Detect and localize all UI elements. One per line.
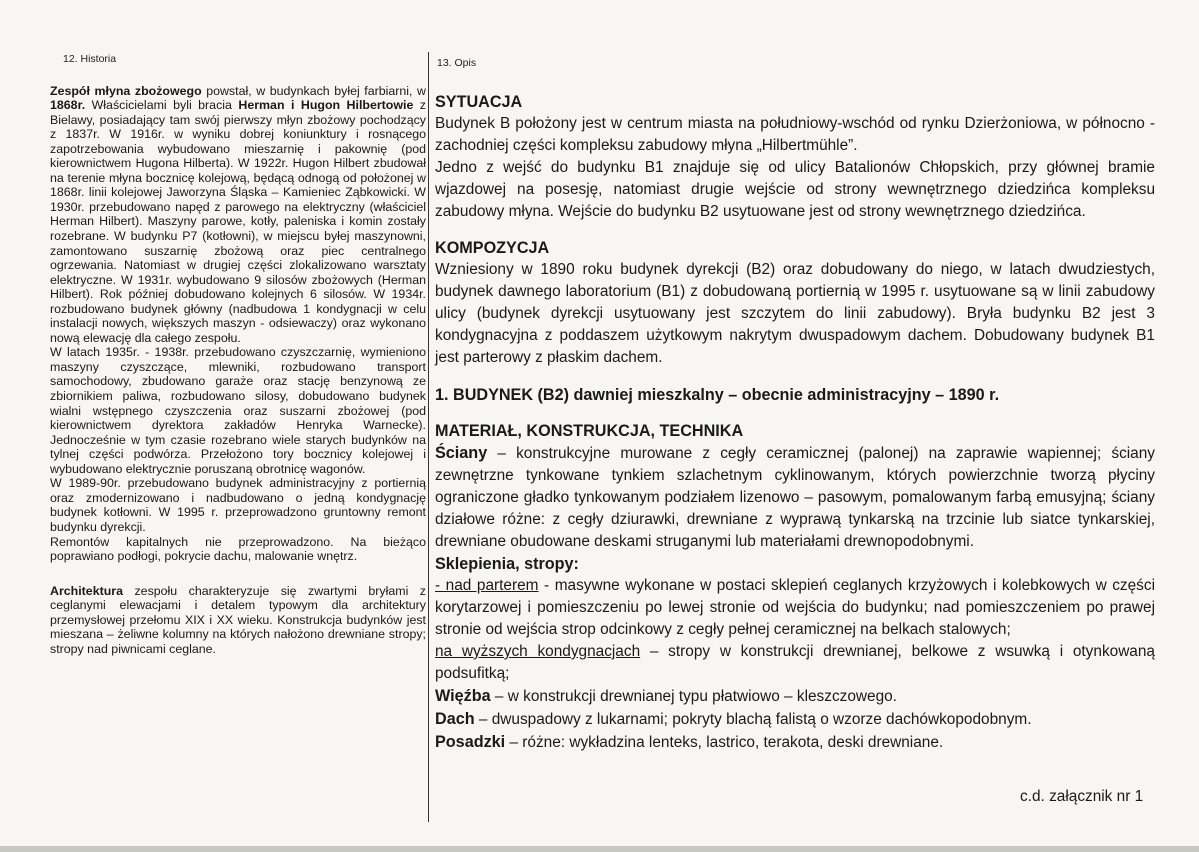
historia-paragraph-3: W 1989-90r. przebudowano budynek administracyjny z portiernią oraz zmodernizowano i nadbudowano o jedną kondygnację budynek kotłowni. W 1995 r. przeprowadzono gruntowny remont budynku dyrekcji. [50, 476, 426, 534]
column-divider [428, 52, 429, 822]
historia-p1-bold-1: Zespół młyna zbożowego [50, 83, 202, 98]
architektura-paragraph [50, 584, 426, 657]
historia-paragraph-1 [50, 84, 426, 346]
architektura-label: Architektura [50, 583, 123, 598]
nad-parterem-label: - nad parterem [435, 576, 539, 594]
sklepienia-heading: Sklepienia, stropy: [435, 554, 579, 573]
kompozycja-paragraph: Wzniesiony w 1890 roku budynek dyrekcji (B2) oraz dobudowany do niego, w latach dwudziestych, budynek dawnego laboratorium (B1) z dobudowaną portiernią w 1995 r. usytuowane są w linii zabudowy ulicy (budynek dyrekcji usytuowany jest szczytem do linii zabudowy). Bryła budynku B2 jest 3 kondygnacyjna z poddaszem użytkowym nakrytym dwuspadowym dachem. Dobudowany budynek B1 jest parterowy z płaskim dachem. [435, 261, 1155, 367]
wyzsze-kondygnacje-paragraph [435, 641, 1155, 685]
sytuacja-paragraph-2: Jedno z wejść do budynku B1 znajduje się od ulicy Batalionów Chłopskich, przy głównej bramie wjazdowej na posesję, natomiast drugie wejście od strony wewnętrznego dziedzińca kompleksu zabudowy młyna. Wejście do budynku B2 usytuowane jest od strony wewnętrznego dziedzińca. [435, 159, 1155, 221]
budynek-heading: 1. BUDYNEK (B2) dawniej mieszkalny – obecnie administracyjny – 1890 r. [435, 385, 1000, 404]
architektura-text: zespołu charakteryzuje się zwartymi bryłami z ceglanymi elewacjami i detalem typowym dla architektury przemysłowej przełomu XIX i XX wieku. Konstrukcja budynków jest mieszana – żeliwne kolumny na których nałożono drewniane stropy; stropy nad piwnicami ceglane. [50, 583, 426, 656]
historia-header: 12. Historia [63, 53, 117, 65]
wiezba-paragraph [435, 685, 1155, 708]
material-heading: MATERIAŁ, KONSTRUKCJA, TECHNIKA [435, 421, 744, 440]
dach-paragraph [435, 708, 1155, 731]
nad-parterem-paragraph [435, 575, 1155, 641]
wiezba-text: – w konstrukcji drewnianej typu płatwiowo – kleszczowego. [490, 688, 897, 706]
wyzsze-kondygnacje-label: na wyższych kondygnacjach [435, 642, 641, 660]
dach-label: Dach [435, 710, 475, 729]
continuation-note: c.d. załącznik nr 1 [1020, 788, 1144, 805]
nad-parterem-text: - masywne wykonane w postaci sklepień ceglanych krzyżowych i kolebkowych w części korytarzowej i pomieszczeniu po lewej stronie od wejścia do budynku; nad pomieszczeniem po prawej stronie od wejścia strop odcinkowy z cegły pełnej ceramicznej na belkach stalowych; [435, 576, 1155, 638]
posadzki-text: – różne: wykładzina lenteks, lastrico, terakota, deski drewniane. [505, 734, 944, 752]
historia-p1-text-2: Właścicielami byli bracia [85, 98, 239, 113]
kompozycja-heading: KOMPOZYCJA [435, 239, 550, 258]
sciany-paragraph [435, 442, 1155, 553]
historia-column [50, 52, 426, 656]
historia-paragraph-2: W latach 1935r. - 1938r. przebudowano czyszczarnię, wymieniono maszyny czyszczące, mlewniki, rozbudowano transport samochodowy, zbudowano garaże oraz stację benzynową ze zbiornikiem paliwa, rozbudowano silosy, dobudowano budynek wialni wstępnego czyszczenia oraz suszarni zbożowej (pod kierownictwem dyrektora zakładów Henryka Warnecke). Jednocześnie w tym czasie rozebrano wiele starych budynków na tylnej części podwórza. Przełożono tory bocznicy kolejowej i wybudowano elektrycznie poruszaną obrotnicę wagonów. [50, 345, 426, 476]
sytuacja-heading: SYTUACJA [435, 93, 523, 112]
historia-p1-text-3: z Bielawy, posiadający tam swój pierwszy młyn zbożowy pochodzący z 1837r. W 1916r. w wyniku dobrej koniunktury i rosnącego zapotrzebowania wybudowano mieszarnię i pakownię (pod kierownictwem Hugona Hilberta). W 1922r. Hugon Hilbert zbudował na terenie młyna bocznicę kolejową, będącą odnogą od położonej w 1868r. linii kolejowej Jaworzyna Śląska – Kamieniec Ząbkowicki. W 1930r. przebudowano napęd z parowego na elektryczny (właściciel Herman Hilbert). Maszyny parowe, kotły, paleniska i komin zostały rozebrane. W budynku P7 (kotłowni), w miejscu byłej maszynowni, zamontowano suszarnię zbożową oraz piec centralnego ogrzewania. Natomiast w drugiej części zlokalizowano warsztaty elektryczne. W 1931r. wybudowano 9 silosów zbożowych (Herman Hilbert). Rok później dobudowano kolejnych 6 silosów. W 1934r. rozbudowano budynek główny (nadbudowa 1 kondygnacji w celu instalacji nowych, większych maszyn - odsiewaczy) oraz wykonano nową elewację dla całego zespołu. [50, 98, 426, 345]
posadzki-paragraph [435, 731, 1155, 754]
sciany-text: – konstrukcyjne murowane z cegły ceramicznej (palonej) na zaprawie wapiennej; ściany zewnętrzne tynkowane tynkiem szlachetnym cyklinowanym, których powierzchnie tworzą płyciny ograniczone gładko tynkowanym podziałem lizenowo – pasowym, pomalowanym farbą emusyjną; ściany działowe różne: z cegły dziurawki, drewniane z wyprawą tynkarską na trzcinie lub siatce tynkarskiej, drewniane obudowane deskami struganymi lub materiałami drewnopodobnymi. [435, 444, 1155, 550]
wiezba-label: Więźba [435, 687, 491, 706]
sciany-label: Ściany [435, 443, 488, 462]
posadzki-label: Posadzki [435, 733, 506, 752]
historia-p1-bold-3: Herman i Hugon Hilbertowie [238, 98, 414, 113]
historia-p1-bold-2: 1868r. [50, 98, 86, 113]
dach-text: – dwuspadowy z lukarnami; pokryty blachą falistą o wzorze dachówkopodobnym. [474, 711, 1032, 729]
scan-bottom-edge [0, 846, 1199, 852]
opis-header: 13. Opis [437, 57, 477, 69]
sytuacja-paragraph-1: Budynek B położony jest w centrum miasta na południowy-wschód od rynku Dzierżoniowa, w północno - zachodniej części kompleksu zabudowy młyna „Hilbertmühle”. [435, 115, 1155, 155]
opis-column [435, 52, 1155, 754]
historia-p1-text-1: powstał, w budynkach byłej farbiarni, w [201, 83, 426, 98]
historia-paragraph-4: Remontów kapitalnych nie przeprowadzono. Na bieżąco poprawiano podłogi, pokrycie dachu, malowanie wnętrz. [50, 534, 426, 564]
wyzsze-kondygnacje-text: – stropy w konstrukcji drewnianej, belkowe z wsuwką i otynkowaną podsufitką; [435, 642, 1155, 682]
